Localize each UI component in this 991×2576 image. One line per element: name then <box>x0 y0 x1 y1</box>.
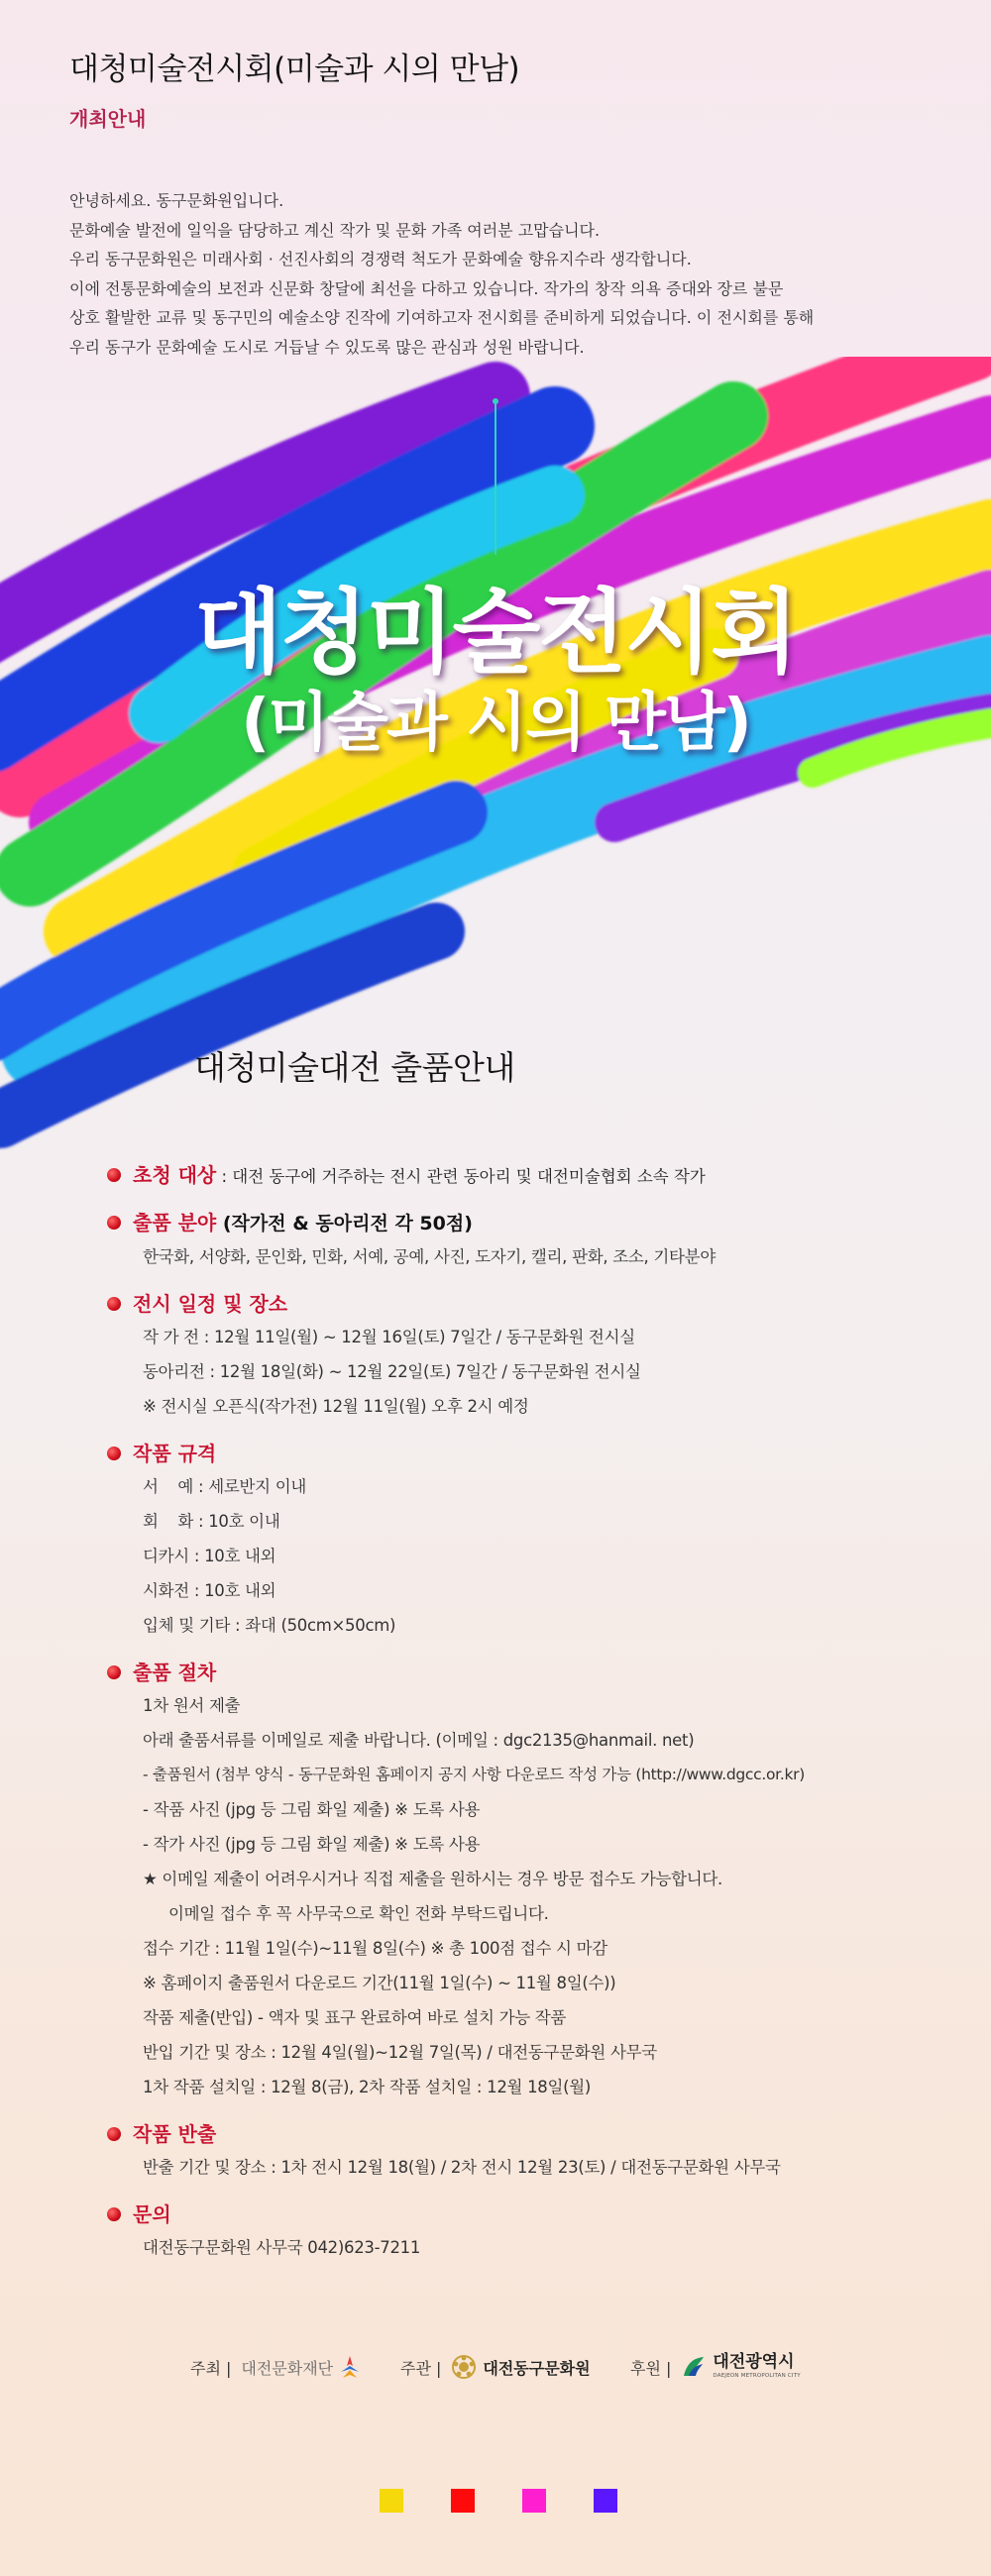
item-inline-text: (작가전 & 동아리전 각 50점) <box>216 1213 473 1234</box>
item-line: 1차 작품 설치일 : 12월 8(금), 2차 작품 설치일 : 12월 18일(월) <box>143 2078 592 2096</box>
item-line: - 작가 사진 (jpg 등 그림 화일 제출) ※ 도록 사용 <box>143 1835 481 1854</box>
organizer-org <box>451 2354 590 2380</box>
item-line: 한국화, 서양화, 문인화, 민화, 서예, 공예, 사진, 도자기, 캘리, 판화, 조소, 기타분야 <box>143 1247 716 1266</box>
item-specs <box>107 1438 959 1643</box>
bullet-icon <box>107 1447 121 1460</box>
item-line: 접수 기간 : 11월 1일(수)~11월 8일(수) ※ 총 100점 접수 시 마감 <box>143 1939 607 1958</box>
item-return <box>107 2118 959 2185</box>
item-schedule <box>107 1288 959 1424</box>
bullet-icon <box>107 1168 121 1182</box>
page-title: 대청미술전시회(미술과 시의 만남) <box>69 52 520 87</box>
item-line: - 출품원서 (첨부 양식 - 동구문화원 홈페이지 공지 사항 다운로드 작성 가능 (http://www.dgcc.or.kr) <box>143 1766 805 1783</box>
item-line: 디카시 : 10호 내외 <box>143 1547 276 1565</box>
item-label: 작품 규격 <box>133 1442 217 1465</box>
host-org-name: 대전문화재단 <box>241 2358 334 2378</box>
red-square <box>451 2489 475 2513</box>
yellow-square <box>380 2489 403 2513</box>
item-line: 회 화 : 10호 이내 <box>143 1512 280 1531</box>
item-procedure <box>107 1657 959 2104</box>
item-label: 문의 <box>133 2202 171 2226</box>
intro-text <box>69 186 922 362</box>
bullet-icon <box>107 1297 121 1311</box>
item-label: 초청 대상 <box>133 1163 217 1187</box>
sponsor-org-name: 대전광역시 <box>713 2352 795 2373</box>
item-line: 이메일 접수 후 꼭 사무국으로 확인 전화 부탁드립니다. <box>168 1904 549 1923</box>
bullet-icon <box>107 1216 121 1230</box>
sponsor-org-en: DAEJEON METROPOLITAN CITY <box>713 2373 801 2380</box>
item-line: 반입 기간 및 장소 : 12월 4일(월)~12월 7일(목) / 대전동구문화원 사무국 <box>143 2043 657 2062</box>
item-invitees <box>107 1159 959 1193</box>
item-categories <box>107 1207 959 1274</box>
host-label: 주최 | <box>190 2358 232 2378</box>
item-line: ※ 홈페이지 출품원서 다운로드 기간(11월 1일(수) ~ 11월 8일(수)) <box>143 1974 616 1992</box>
hero-title: 대청미술전시회 <box>193 580 798 686</box>
daejeon-culture-foundation-logo-icon <box>337 2354 363 2380</box>
host-credit <box>190 2342 363 2392</box>
bullet-icon <box>107 2207 121 2221</box>
sponsor-credit <box>630 2342 801 2392</box>
sponsor-label: 후원 | <box>630 2358 672 2378</box>
sponsor-footer <box>0 2342 991 2392</box>
item-line: 작 가 전 : 12월 11일(월) ~ 12월 16일(토) 7일간 / 동구문화원 전시실 <box>143 1328 635 1346</box>
intro-line: 문화예술 발전에 일익을 담당하고 계신 작가 및 문화 가족 여러분 고맙습니다. <box>69 220 601 240</box>
item-line: 입체 및 기타 : 좌대 (50cm×50cm) <box>143 1616 396 1635</box>
item-label: 출품 절차 <box>133 1661 217 1684</box>
item-line: ★ 이메일 제출이 어려우시거나 직접 제출을 원하시는 경우 방문 접수도 가능합니다. <box>143 1870 722 1888</box>
bullet-icon <box>107 1665 121 1679</box>
organizer-label: 주관 | <box>400 2358 442 2378</box>
intro-line: 우리 동구가 문화예술 도시로 거듭날 수 있도록 많은 관심과 성원 바랍니다. <box>69 337 585 357</box>
intro-line: 우리 동구문화원은 미래사회 · 선진사회의 경쟁력 척도가 문화예술 향유지수라 생각합니다. <box>69 250 692 268</box>
organizer-org-name: 대전동구문화원 <box>483 2358 591 2378</box>
bullet-icon <box>107 2127 121 2141</box>
item-inline-text: : 대전 동구에 거주하는 전시 관련 동아리 및 대전미술협회 소속 작가 <box>216 1167 706 1186</box>
page-subtitle: 개최안내 <box>69 107 147 131</box>
item-line: 대전동구문화원 사무국 042)623-7211 <box>143 2238 421 2257</box>
item-label: 출품 분야 <box>133 1211 217 1234</box>
section-title: 대청미술대전 출품안내 <box>194 1048 515 1087</box>
item-line: 아래 출품서류를 이메일로 제출 바랍니다. (이메일 : dgc2135@hanmail. net) <box>143 1731 695 1750</box>
item-line: ※ 전시실 오픈식(작가전) 12월 11일(월) 오후 2시 예정 <box>143 1397 529 1416</box>
item-contact <box>107 2199 959 2265</box>
donggu-culture-center-logo-icon <box>451 2354 477 2380</box>
item-line: 서 예 : 세로반지 이내 <box>143 1477 306 1496</box>
item-label: 작품 반출 <box>133 2122 217 2146</box>
intro-line: 안녕하세요. 동구문화원입니다. <box>69 191 284 210</box>
item-line: 작품 제출(반입) - 액자 및 표구 완료하여 바로 설치 가능 작품 <box>143 2008 567 2027</box>
host-org <box>241 2354 363 2380</box>
magenta-square <box>522 2489 546 2513</box>
daejeon-city-logo-icon <box>681 2354 707 2380</box>
sponsor-org <box>681 2354 800 2380</box>
item-line: 시화전 : 10호 내외 <box>143 1581 276 1600</box>
color-squares <box>0 2489 991 2513</box>
intro-line: 이에 전통문화예술의 보전과 신문화 창달에 최선을 다하고 있습니다. 작가의 창작 의욕 증대와 장르 불문 <box>69 278 784 298</box>
intro-line: 상호 활발한 교류 및 동구민의 예술소양 진작에 기여하고자 전시회를 준비하게 되었습니다. 이 전시회를 통해 <box>69 308 815 327</box>
organizer-credit <box>400 2342 591 2392</box>
item-line: 동아리전 : 12월 18일(화) ~ 12월 22일(토) 7일간 / 동구문화원 전시실 <box>143 1362 641 1381</box>
purple-square <box>594 2489 617 2513</box>
item-line: 반출 기간 및 장소 : 1차 전시 12월 18(월) / 2차 전시 12월 23(토) / 대전동구문화원 사무국 <box>143 2158 781 2177</box>
item-line: 1차 원서 제출 <box>143 1696 241 1715</box>
info-list <box>107 1159 959 2279</box>
item-line: - 작품 사진 (jpg 등 그림 화일 제출) ※ 도록 사용 <box>143 1800 481 1819</box>
hero-subtitle: (미술과 시의 만남) <box>241 687 750 760</box>
item-label: 전시 일정 및 장소 <box>133 1292 288 1316</box>
